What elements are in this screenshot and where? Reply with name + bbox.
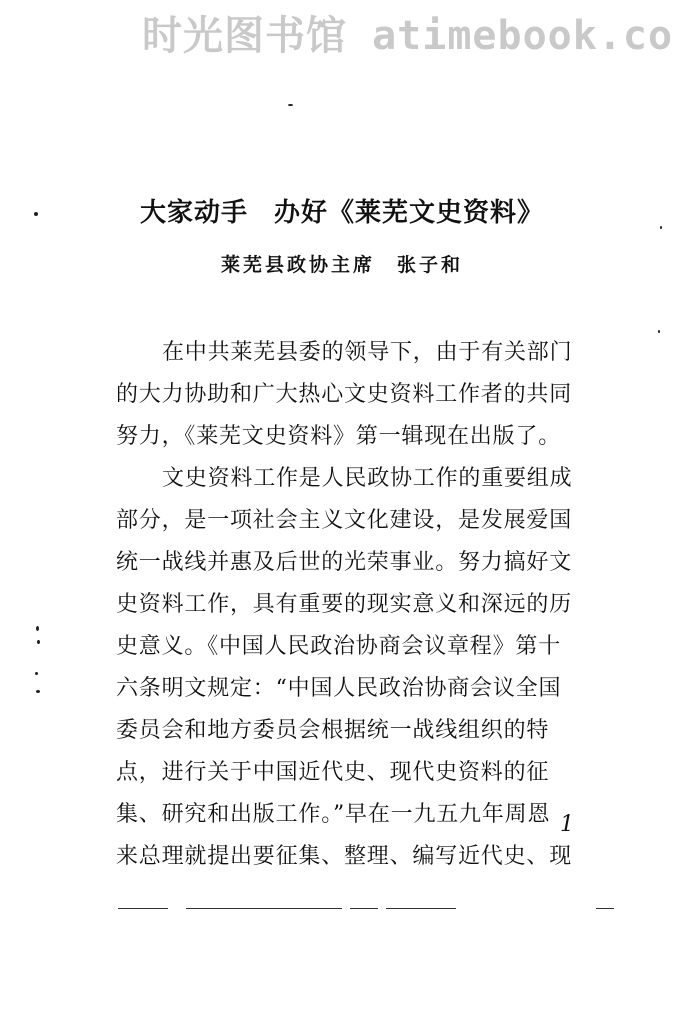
body-line: 文史资料工作是人民政协工作的重要组成 (162, 466, 573, 491)
scan-rule-segment (596, 908, 614, 909)
body-line: 六条明文规定：“中国人民政治协商会议全国 (116, 676, 562, 701)
scan-speck (658, 330, 660, 333)
scan-speck (35, 672, 38, 675)
body-line: 史资料工作，具有重要的现实意义和深远的历 (116, 592, 573, 617)
scan-speck (36, 690, 40, 693)
page-number: 1 (560, 812, 574, 837)
body-line: 来总理就提出要征集、整理、编写近代史、现 (116, 844, 573, 869)
scan-speck (36, 626, 39, 631)
body-line: 集、研究和出版工作。”早在一九五九年周恩 (116, 802, 551, 827)
author-line (0, 250, 684, 277)
author-name: 张子和 (397, 254, 464, 276)
body-line: 在中共莱芜县委的领导下，由于有关部门 (162, 340, 573, 365)
title-part-1: 大家动手 (139, 198, 248, 228)
scan-rule-segment (386, 908, 456, 909)
body-line: 的大力协助和广大热心文史资料工作者的共同 (116, 382, 573, 407)
body-line: 史意义。《中国人民政治协商会议章程》第十 (116, 634, 562, 659)
scan-rule-segment (350, 908, 378, 909)
body-line: 点，进行关于中国近代史、现代史资料的征 (116, 760, 550, 785)
watermark: 时光图书馆 atimebook.co (142, 13, 674, 59)
body-line: 努力，《莱芜文史资料》第一辑现在出版了。 (116, 424, 562, 449)
title-part-2: 办好《莱芜文史资料》 (274, 198, 545, 228)
scan-rule-segment (186, 908, 342, 909)
scan-speck (34, 212, 38, 216)
scan-speck (37, 640, 40, 644)
body-line: 统一战线并惠及后世的光荣事业。努力搞好文 (116, 550, 573, 575)
scan-speck (660, 226, 662, 229)
author-position: 莱芜县政协主席 (220, 254, 375, 276)
article-title (0, 192, 684, 229)
body-line: 委员会和地方委员会根据统一战线组织的特 (116, 718, 550, 743)
scan-speck (288, 104, 293, 106)
body-line: 部分，是一项社会主义文化建设，是发展爱国 (116, 508, 573, 533)
body-text (116, 332, 600, 878)
scan-rule-segment (118, 908, 168, 909)
